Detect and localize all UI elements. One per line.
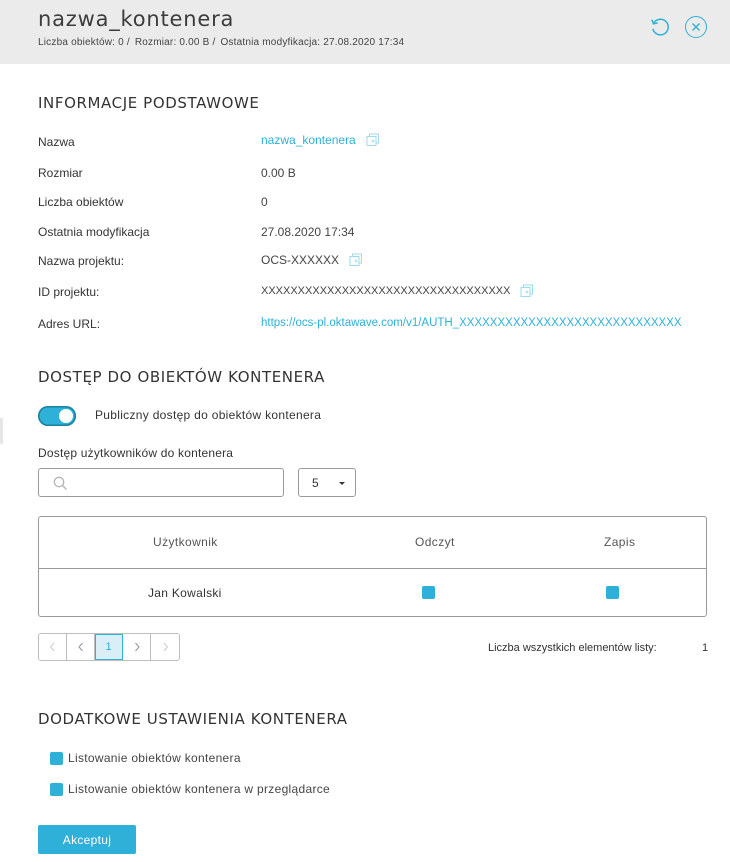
next-page-button[interactable] xyxy=(123,634,151,660)
side-tab[interactable] xyxy=(0,418,3,444)
list-objects-browser-label: Listowanie obiektów kontenera w przeglądarce xyxy=(68,782,331,796)
info-label-url: Adres URL: xyxy=(38,317,101,331)
copy-icon[interactable] xyxy=(366,133,380,147)
read-checkbox[interactable] xyxy=(422,586,435,599)
page-button-current[interactable]: 1 xyxy=(95,634,123,660)
info-label-size: Rozmiar xyxy=(38,166,83,180)
refresh-button[interactable] xyxy=(649,16,671,38)
info-value-project-name xyxy=(261,253,363,267)
info-value-project-id xyxy=(261,284,534,298)
column-header-read: Odczyt xyxy=(415,535,455,549)
chevron-down-icon xyxy=(339,482,345,485)
list-objects-browser-checkbox[interactable] xyxy=(50,783,63,796)
meta-object-count: Liczba obiektów: 0 / xyxy=(38,37,130,48)
total-items-value: 1 xyxy=(702,642,709,654)
search-icon xyxy=(53,476,68,491)
info-label-project-id: ID projektu: xyxy=(38,285,100,299)
project-name-text: OCS-XXXXXX xyxy=(261,253,340,267)
close-button[interactable] xyxy=(685,16,707,38)
column-header-write: Zapis xyxy=(604,535,636,549)
user-access-table xyxy=(38,516,707,617)
chevron-left-icon xyxy=(77,642,85,652)
container-name-link[interactable]: nazwa_kontenera xyxy=(261,133,356,147)
total-items-label: Liczba wszystkich elementów listy: xyxy=(488,642,657,654)
prev-page-button[interactable] xyxy=(67,634,95,660)
info-value-name xyxy=(261,133,380,147)
info-value-size: 0.00 B xyxy=(261,166,296,180)
additional-settings-heading: DODATKOWE USTAWIENIA KONTENERA xyxy=(38,710,348,728)
close-icon xyxy=(691,22,701,32)
public-access-toggle[interactable] xyxy=(38,406,76,426)
accept-button[interactable]: Akceptuj xyxy=(38,825,136,854)
chevron-left-double-icon xyxy=(49,642,57,652)
project-id-text: XXXXXXXXXXXXXXXXXXXXXXXXXXXXXXXXXX xyxy=(261,285,511,297)
column-header-user: Użytkownik xyxy=(153,535,218,549)
last-page-button[interactable] xyxy=(151,634,179,660)
copy-icon[interactable] xyxy=(349,253,363,267)
user-search-box xyxy=(38,468,284,497)
url-link[interactable]: https://ocs-pl.oktawave.com/v1/AUTH_XXXXXXXXXXXXXXXXXXXXXXXXXXXXX xyxy=(261,317,682,329)
table-divider xyxy=(39,568,706,569)
first-page-button[interactable] xyxy=(39,634,67,660)
chevron-right-double-icon xyxy=(161,642,169,652)
refresh-icon xyxy=(649,15,671,39)
copy-icon[interactable] xyxy=(520,284,534,298)
public-access-label: Publiczny dostęp do obiektów kontenera xyxy=(95,408,322,422)
toggle-knob xyxy=(59,409,73,423)
basic-info-heading: INFORMACJE PODSTAWOWE xyxy=(38,94,260,112)
info-label-object-count: Liczba obiektów xyxy=(38,195,124,209)
info-label-last-modified: Ostatnia modyfikacja xyxy=(38,225,150,239)
user-access-label: Dostęp użytkowników do kontenera xyxy=(38,446,234,460)
user-name-cell: Jan Kowalski xyxy=(148,586,222,600)
chevron-right-icon xyxy=(133,642,141,652)
option-list-objects-browser[interactable] xyxy=(50,782,330,796)
page-size-value: 5 xyxy=(312,476,319,490)
access-heading: DOSTĘP DO OBIEKTÓW KONTENERA xyxy=(38,368,325,386)
page-size-select[interactable] xyxy=(298,468,356,497)
meta-last-modified: Ostatnia modyfikacja: 27.08.2020 17:34 xyxy=(220,37,405,48)
container-header xyxy=(0,0,730,64)
container-meta xyxy=(38,37,406,48)
option-list-objects[interactable] xyxy=(50,751,241,765)
pagination xyxy=(38,633,180,661)
info-label-name: Nazwa xyxy=(38,135,75,149)
container-title: nazwa_kontenera xyxy=(38,7,235,31)
meta-size: Rozmiar: 0.00 B / xyxy=(134,37,216,48)
user-search-input[interactable] xyxy=(75,473,275,493)
list-objects-label: Listowanie obiektów kontenera xyxy=(68,751,241,765)
info-value-object-count: 0 xyxy=(261,195,268,209)
info-value-last-modified: 27.08.2020 17:34 xyxy=(261,225,355,239)
info-label-project-name: Nazwa projektu: xyxy=(38,254,125,268)
write-checkbox[interactable] xyxy=(606,586,619,599)
list-objects-checkbox[interactable] xyxy=(50,752,63,765)
